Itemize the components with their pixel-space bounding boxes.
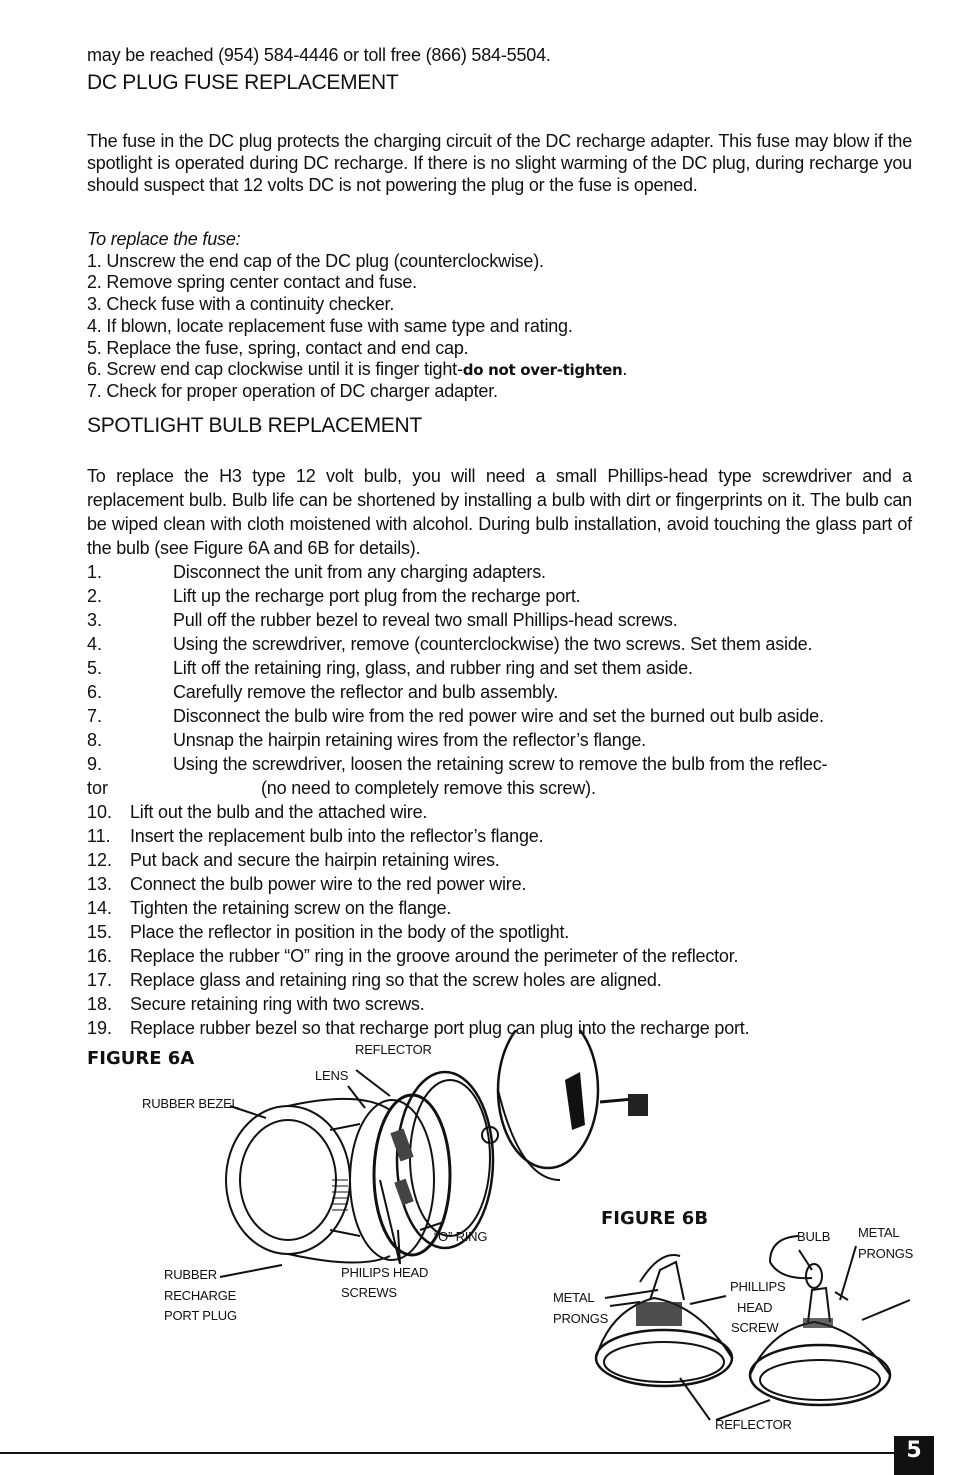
dc-fuse-step: 1. Unscrew the end cap of the DC plug (counterclockwise). [87, 251, 544, 271]
step-number: 4. [87, 634, 103, 654]
step-text: Pull off the rubber bezel to reveal two small Phillips-head screws. [173, 610, 678, 630]
dc-fuse-heading: DC PLUG FUSE REPLACEMENT [87, 71, 399, 94]
step-text: Connect the bulb power wire to the red power wire. [130, 874, 527, 894]
step-6-end: . [622, 359, 628, 379]
step-9-continuation-note: (no need to completely remove this screw). [261, 778, 596, 798]
step-number: 7. [87, 706, 103, 726]
label-plug-line3: PORT PLUG [164, 1308, 237, 1323]
step-number: 19. [87, 1018, 113, 1038]
step-number: 10. [87, 802, 113, 822]
label-plug-line1: RUBBER [164, 1267, 217, 1282]
figure-6a-title: FIGURE 6A [87, 1048, 195, 1069]
step-number: 9. [87, 754, 103, 774]
step-text: Tighten the retaining screw on the flange. [130, 898, 452, 918]
label-screws-line1: PHILIPS HEAD [341, 1265, 429, 1280]
step-text: Place the reflector in position in the body of the spotlight. [130, 922, 570, 942]
label-phillips-2: HEAD [737, 1300, 773, 1315]
step-text: Disconnect the unit from any charging adapters. [173, 562, 546, 582]
step-text: Carefully remove the reflector and bulb assembly. [173, 682, 559, 702]
label-bulb: BULB [797, 1229, 831, 1244]
dc-fuse-subheading: To replace the fuse: [87, 229, 241, 249]
step-9-continuation: tor [87, 778, 109, 798]
dc-fuse-step: 3. Check fuse with a continuity checker. [87, 294, 395, 314]
step-number: 11. [87, 826, 111, 846]
step-text: Put back and secure the hairpin retaining wires. [130, 850, 500, 870]
label-phillips-1: PHILLIPS [730, 1279, 786, 1294]
step-number: 2. [87, 586, 103, 606]
label-metal-prongs-right-1: METAL [858, 1225, 900, 1240]
step-text: Disconnect the bulb wire from the red power wire and set the burned out bulb aside. [173, 706, 824, 726]
label-reflector: REFLECTOR [355, 1042, 432, 1057]
step-number: 6. [87, 682, 103, 702]
step-6-emphasis: do not over-tighten [462, 361, 623, 379]
step-number: 3. [87, 610, 103, 630]
step-text: Insert the replacement bulb into the reflector’s flange. [130, 826, 544, 846]
dc-fuse-step: 4. If blown, locate replacement fuse with same type and rating. [87, 316, 573, 336]
contact-line: may be reached (954) 584-4446 or toll free (866) 584-5504. [87, 45, 551, 65]
step-number: 1. [87, 562, 103, 582]
label-rubber-bezel: RUBBER BEZEL [142, 1096, 239, 1111]
figure-6b-title: FIGURE 6B [601, 1208, 709, 1229]
dc-fuse-step: 2. Remove spring center contact and fuse. [87, 272, 417, 292]
step-number: 8. [87, 730, 103, 750]
step-text: Replace glass and retaining ring so that the screw holes are aligned. [130, 970, 662, 990]
step-text: Lift up the recharge port plug from the recharge port. [173, 586, 581, 606]
step-number: 12. [87, 850, 113, 870]
step-number: 14. [87, 898, 113, 918]
bulb-heading: SPOTLIGHT BULB REPLACEMENT [87, 414, 422, 437]
label-metal-prongs-left-1: METAL [553, 1290, 595, 1305]
step-text: Replace the rubber “O” ring in the groove around the perimeter of the reflector. [130, 946, 739, 966]
dc-fuse-step: 7. Check for proper operation of DC charger adapter. [87, 381, 498, 401]
label-screws-line2: SCREWS [341, 1285, 397, 1300]
step-number: 17. [87, 970, 113, 990]
page-number: 5 [894, 1436, 934, 1475]
step-text: Lift out the bulb and the attached wire. [130, 802, 428, 822]
label-plug-line2: RECHARGE [164, 1288, 237, 1303]
label-phillips-3: SCREW [731, 1320, 779, 1335]
step-number: 16. [87, 946, 113, 966]
step-text: Lift off the retaining ring, glass, and rubber ring and set them aside. [173, 658, 693, 678]
footer-rule [0, 1452, 894, 1454]
step-text: Using the screwdriver, loosen the retaining screw to remove the bulb from the reflec- [173, 754, 828, 774]
step-number: 15. [87, 922, 113, 942]
step-number: 5. [87, 658, 103, 678]
label-reflector-6b: REFLECTOR [715, 1417, 792, 1432]
label-lens: LENS [315, 1068, 349, 1083]
step-text: Unsnap the hairpin retaining wires from the reflector’s flange. [173, 730, 646, 750]
step-text: Secure retaining ring with two screws. [130, 994, 425, 1014]
dc-fuse-intro: The fuse in the DC plug protects the charging circuit of the DC recharge adapter. This fuse may blow if the spotlight is operated during DC recharge. If there is no slight warming of the DC plug, during recharge you should suspect that 12 volts DC is not powering the plug or the fuse is opened. [87, 131, 912, 195]
step-number: 13. [87, 874, 113, 894]
step-text: Using the screwdriver, remove (counterclockwise) the two screws. Set them aside. [173, 634, 813, 654]
step-text: Replace rubber bezel so that recharge port plug can plug into the recharge port. [130, 1018, 750, 1038]
step-number: 18. [87, 994, 113, 1014]
dc-fuse-step: 5. Replace the fuse, spring, contact and end cap. [87, 338, 469, 358]
bulb-intro: To replace the H3 type 12 volt bulb, you will need a small Phillips-head type screwdriver and a replacement bulb. Bulb life can be shortened by installing a bulb with dirt or fingerprints on it. The bulb can be wiped clean with cloth moistened with alcohol. During bulb installation, avoid touching the glass part of the bulb (see Figure 6A and 6B for details). [87, 466, 912, 558]
label-metal-prongs-right-2: PRONGS [858, 1246, 914, 1261]
label-metal-prongs-left-2: PRONGS [553, 1311, 609, 1326]
step-6-text: 6. Screw end cap clockwise until it is finger tight- [87, 359, 463, 379]
label-o-ring: “O” RING [434, 1229, 488, 1244]
